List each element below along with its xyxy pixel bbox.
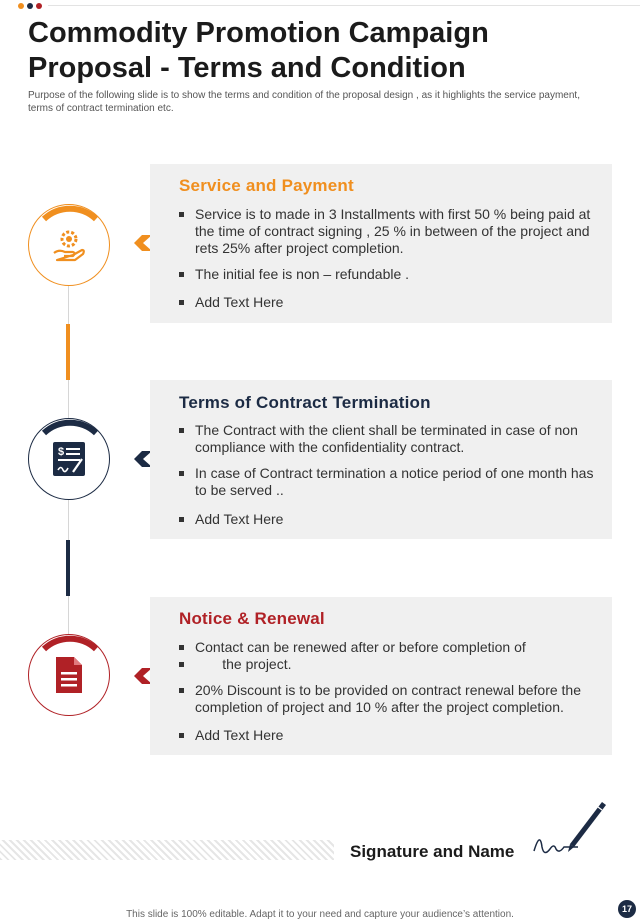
timeline-segment-navy <box>66 540 70 596</box>
orange-dot <box>18 3 24 9</box>
bullet-item: In case of Contract termination a notice period of one month has to be served .. <box>178 465 602 499</box>
card-title: Service and Payment <box>179 176 354 195</box>
card-title: Terms of Contract Termination <box>179 393 431 412</box>
bullet-item: Add Text Here <box>178 511 602 528</box>
header-dots <box>18 3 42 9</box>
contract-termination-card <box>150 380 612 539</box>
timeline-segment-orange <box>66 324 70 380</box>
bullet-item: Contact can be renewed after or before completion of <box>178 639 602 656</box>
contract-termination-icon-circle <box>28 418 110 500</box>
footer-note: This slide is 100% editable. Adapt it to your need and capture your audience’s attention. <box>126 909 514 920</box>
bullet-list <box>178 422 602 528</box>
page-number: 17 <box>618 900 636 918</box>
bullet-list <box>178 639 602 744</box>
navy-arc <box>29 419 111 501</box>
navy-dot <box>27 3 33 9</box>
service-payment-card <box>150 164 612 323</box>
notice-renewal-icon-circle <box>28 634 110 716</box>
card-title: Notice & Renewal <box>179 609 325 628</box>
bullet-item: Service is to made in 3 Installments with first 50 % being paid at the time of contract signing , 25 % in between of the project and rets 25% after project completion. <box>178 206 602 257</box>
bullet-item: The initial fee is non – refundable . <box>178 266 602 283</box>
service-payment-icon-circle <box>28 204 110 286</box>
notice-renewal-card <box>150 597 612 755</box>
page-title: Commodity Promotion Campaign Proposal - Terms and Condition <box>28 17 489 84</box>
bullet-item: the project. <box>178 656 602 673</box>
red-arc <box>29 635 111 717</box>
hatched-bar <box>0 840 334 860</box>
bullet-item: Add Text Here <box>178 727 602 744</box>
bullet-item: Add Text Here <box>178 294 602 311</box>
svg-text:$: $ <box>58 446 65 458</box>
bullet-list <box>178 206 602 311</box>
bullet-item: The Contract with the client shall be terminated in case of non compliance with the confidentiality contract. <box>178 422 602 456</box>
page-subtitle: Purpose of the following slide is to show the terms and condition of the proposal design , as it highlights the service payment, terms of contract termination etc. <box>28 90 580 114</box>
orange-arc <box>29 205 111 287</box>
top-divider <box>48 5 640 6</box>
signature-label: Signature and Name <box>350 842 515 861</box>
bullet-item: 20% Discount is to be provided on contract renewal before the completion of project and 10 % after the project completion. <box>178 682 602 716</box>
red-dot <box>36 3 42 9</box>
pen-signature-icon <box>532 796 612 866</box>
